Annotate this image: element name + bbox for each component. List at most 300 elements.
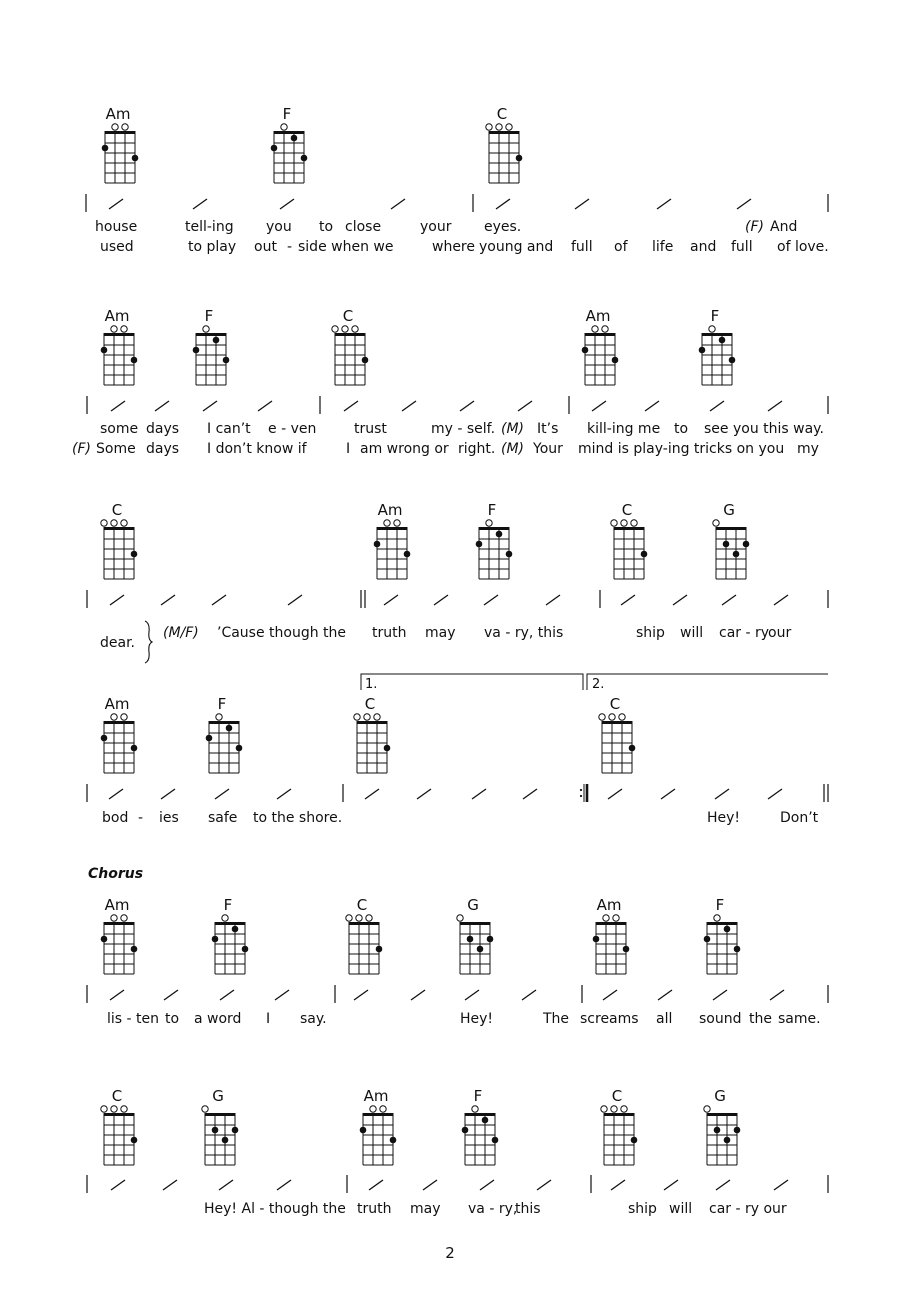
finger-dot: [623, 946, 630, 953]
chord-grid: [461, 1103, 501, 1171]
strum-slash: [280, 199, 294, 209]
chord-grid: [712, 517, 752, 585]
lyric-word: my - self.: [431, 421, 496, 437]
chord-name: F: [715, 896, 725, 914]
lyric-word: where: [432, 239, 475, 255]
lyric-word: to: [674, 421, 689, 437]
finger-dot: [719, 337, 726, 344]
finger-dot: [714, 1127, 721, 1134]
strum-slash: [219, 1180, 233, 1190]
nut: [602, 721, 633, 724]
finger-dot: [723, 541, 730, 548]
strum-slash: [522, 990, 536, 1000]
open-string-marker: [346, 915, 352, 921]
strum-slash: [710, 401, 724, 411]
finger-dot: [102, 145, 109, 152]
lyric-word: Hey!: [707, 810, 741, 826]
chord-name: Am: [363, 1087, 389, 1105]
chord-name: G: [212, 1087, 224, 1105]
lyric-word: safe: [208, 810, 238, 826]
open-string-marker: [506, 124, 512, 130]
open-string-marker: [354, 714, 360, 720]
lyric-word: kill-ing me: [587, 421, 661, 437]
chord-grid: [100, 1103, 140, 1171]
chord-grid: [475, 517, 515, 585]
strum-slash: [611, 1180, 625, 1190]
repeat-dot: [580, 789, 582, 791]
finger-dot: [131, 1137, 138, 1144]
chord-name: C: [342, 307, 354, 325]
section-title-chorus: Chorus: [88, 866, 144, 882]
finger-dot: [487, 936, 494, 943]
lyric-word: our: [768, 625, 792, 641]
strum-slash: [344, 401, 358, 411]
open-string-marker: [281, 124, 287, 130]
strum-slash: [155, 401, 169, 411]
open-string-marker: [111, 326, 117, 332]
open-string-marker: [203, 326, 209, 332]
finger-dot: [132, 155, 139, 162]
nut: [479, 527, 510, 530]
volta-first-ending: 1.: [365, 677, 378, 692]
chord-grid: [201, 1103, 241, 1171]
nut: [196, 333, 227, 336]
open-string-marker: [621, 1106, 627, 1112]
volta-bracket-2: [587, 674, 828, 690]
open-string-marker: [384, 520, 390, 526]
lyric-word: you: [266, 219, 292, 235]
lyric-word: am wrong or: [360, 441, 449, 457]
strum-slash: [417, 789, 431, 799]
strum-slash: [673, 595, 687, 605]
chord-grid: [373, 517, 413, 585]
finger-dot: [612, 357, 619, 364]
finger-dot: [222, 1137, 229, 1144]
lyric-word: Your: [533, 441, 563, 457]
nut: [104, 1113, 135, 1116]
open-string-marker: [486, 520, 492, 526]
finger-dot: [724, 1137, 731, 1144]
lyric-word: to the shore.: [253, 810, 343, 826]
strum-slash: [722, 595, 736, 605]
lyric-word: ship: [628, 1201, 657, 1217]
lyric-word: car - ry: [719, 625, 770, 641]
lyric-word: side when we: [298, 239, 394, 255]
finger-dot: [213, 337, 220, 344]
volta-second-ending: 2.: [592, 677, 605, 692]
nut: [215, 922, 246, 925]
chord-name: C: [611, 1087, 623, 1105]
page-number: 2: [445, 1244, 455, 1262]
nut: [274, 131, 305, 134]
strum-slash: [277, 1180, 291, 1190]
chord-grid: [211, 912, 251, 980]
chord-grid: [598, 711, 638, 779]
strum-slash: [384, 595, 398, 605]
chord-name: F: [487, 501, 497, 519]
lyric-word: I: [346, 441, 351, 457]
strum-slash: [111, 401, 125, 411]
lyric-word: Don’t: [780, 810, 819, 826]
vocalist-marker: (M): [501, 441, 525, 457]
chord-name: G: [714, 1087, 726, 1105]
chord-grid: [270, 121, 310, 189]
chord-grid: [456, 912, 496, 980]
open-string-marker: [352, 326, 358, 332]
nut: [614, 527, 645, 530]
lyric-word: I: [266, 1011, 271, 1027]
lyric-word: ies: [159, 810, 179, 826]
lyric-word: will: [680, 625, 704, 641]
lyric-word: days: [146, 441, 180, 457]
finger-dot: [477, 946, 484, 953]
finger-dot: [271, 145, 278, 152]
lyric-word: bod: [102, 810, 129, 826]
strum-slash: [768, 401, 782, 411]
chord-name: F: [282, 105, 292, 123]
open-string-marker: [111, 1106, 117, 1112]
chord-name: Am: [104, 695, 130, 713]
strum-slash: [603, 990, 617, 1000]
open-string-marker: [472, 1106, 478, 1112]
finger-dot: [212, 1127, 219, 1134]
strum-slash: [288, 595, 302, 605]
chord-grid: [345, 912, 385, 980]
lyric-word: full: [731, 239, 753, 255]
lyric-word: Hey!: [460, 1011, 494, 1027]
strum-slash: [737, 199, 751, 209]
nut: [363, 1113, 394, 1116]
lyric-word: may: [410, 1201, 441, 1217]
lyric-word: life: [652, 239, 674, 255]
vocalist-marker: (M): [501, 421, 525, 437]
nut: [604, 1113, 635, 1116]
lyric-word: will: [669, 1201, 693, 1217]
chord-name: C: [356, 896, 368, 914]
strum-slash: [715, 789, 729, 799]
strum-slash: [365, 789, 379, 799]
strum-slash: [774, 1180, 788, 1190]
lyric-word: The: [543, 1011, 570, 1027]
finger-dot: [641, 551, 648, 558]
strum-slash: [109, 199, 123, 209]
open-string-marker: [370, 1106, 376, 1112]
finger-dot: [496, 531, 503, 538]
strum-slash: [657, 199, 671, 209]
strum-slash: [575, 199, 589, 209]
strum-slash: [621, 595, 635, 605]
lyric-word: out: [254, 239, 277, 255]
nut: [377, 527, 408, 530]
finger-dot: [704, 936, 711, 943]
chord-name: F: [710, 307, 720, 325]
finger-dot: [492, 1137, 499, 1144]
finger-dot: [384, 745, 391, 752]
finger-dot: [374, 541, 381, 548]
finger-dot: [212, 936, 219, 943]
open-string-marker: [496, 124, 502, 130]
vocalist-marker: (M/F): [163, 625, 199, 641]
strum-slash: [220, 990, 234, 1000]
lyric-word: right.: [458, 441, 496, 457]
open-string-marker: [713, 520, 719, 526]
lyric-word: va - ry, this: [484, 625, 564, 641]
chord-name: C: [496, 105, 508, 123]
finger-dot: [582, 347, 589, 354]
lyric-word: my: [797, 441, 819, 457]
finger-dot: [360, 1127, 367, 1134]
strum-slash: [111, 1180, 125, 1190]
chord-grid: [592, 912, 632, 980]
strum-slash: [434, 595, 448, 605]
finger-dot: [101, 735, 108, 742]
strum-slash: [354, 990, 368, 1000]
lyric-word: a word: [194, 1011, 242, 1027]
chord-name: Am: [585, 307, 611, 325]
chord-name: Am: [105, 105, 131, 123]
chord-name: C: [609, 695, 621, 713]
nut: [585, 333, 616, 336]
open-string-marker: [121, 326, 127, 332]
finger-dot: [226, 725, 233, 732]
open-string-marker: [364, 714, 370, 720]
open-string-marker: [342, 326, 348, 332]
lyric-word: I can’t: [207, 421, 251, 437]
nut: [104, 721, 135, 724]
lyric-word: I don’t know if: [207, 441, 307, 457]
lyric-word: lis - ten: [107, 1011, 160, 1027]
lyric-word: Some: [96, 441, 136, 457]
strum-slash: [193, 199, 207, 209]
lyric-word: say.: [300, 1011, 327, 1027]
lyric-word: all: [656, 1011, 673, 1027]
lyric-word: mind is play-ing tricks on you: [578, 441, 785, 457]
strum-slash: [592, 401, 606, 411]
nut: [105, 131, 136, 134]
finger-dot: [729, 357, 736, 364]
brace: [145, 621, 152, 663]
open-string-marker: [111, 915, 117, 921]
finger-dot: [462, 1127, 469, 1134]
open-string-marker: [457, 915, 463, 921]
lyric-word: full: [571, 239, 593, 255]
lyric-word: close: [345, 219, 382, 235]
finger-dot: [101, 347, 108, 354]
chord-grid: [100, 323, 140, 391]
lyric-word: of love.: [777, 239, 829, 255]
chord-grid: [100, 711, 140, 779]
lyric-word: -: [138, 810, 144, 826]
chord-name: G: [467, 896, 479, 914]
nut: [460, 922, 491, 925]
nut: [104, 922, 135, 925]
strum-slash: [645, 401, 659, 411]
lyric-word: see you this way.: [704, 421, 824, 437]
strum-slash: [484, 595, 498, 605]
vocalist-marker: (F): [72, 441, 91, 457]
strum-slash: [215, 789, 229, 799]
finger-dot: [232, 926, 239, 933]
strum-slash: [110, 990, 124, 1000]
lyric-word: to: [319, 219, 334, 235]
nut: [205, 1113, 236, 1116]
strum-slash: [472, 789, 486, 799]
finger-dot: [131, 745, 138, 752]
lyric-word: house: [95, 219, 138, 235]
lyric-word: -: [287, 239, 293, 255]
open-string-marker: [394, 520, 400, 526]
open-string-marker: [222, 915, 228, 921]
lyric-word: ’Cause though the: [217, 625, 347, 641]
open-string-marker: [714, 915, 720, 921]
lyric-word: ship: [636, 625, 665, 641]
strum-slash: [369, 1180, 383, 1190]
finger-dot: [404, 551, 411, 558]
finger-dot: [101, 936, 108, 943]
chord-name: C: [111, 1087, 123, 1105]
finger-dot: [236, 745, 243, 752]
open-string-marker: [112, 124, 118, 130]
strum-slash: [164, 990, 178, 1000]
lyric-word: screams: [580, 1011, 639, 1027]
chord-grid: [610, 517, 650, 585]
open-string-marker: [202, 1106, 208, 1112]
strum-slash: [277, 789, 291, 799]
lyric-word: young and: [479, 239, 554, 255]
lyric-word: same.: [778, 1011, 821, 1027]
open-string-marker: [709, 326, 715, 332]
open-string-marker: [111, 714, 117, 720]
lyric-word: this: [515, 1201, 541, 1217]
strum-slash: [163, 1180, 177, 1190]
lyric-word: e - ven: [268, 421, 317, 437]
finger-dot: [482, 1117, 489, 1124]
strum-slash: [109, 789, 123, 799]
chord-grid: [353, 711, 393, 779]
lyric-word: car - ry our: [709, 1201, 787, 1217]
lyric-word: to: [165, 1011, 180, 1027]
lyric-word: va - ry,: [468, 1201, 518, 1217]
chord-grid: [101, 121, 141, 189]
finger-dot: [206, 735, 213, 742]
strum-slash: [110, 595, 124, 605]
finger-dot: [131, 946, 138, 953]
open-string-marker: [601, 1106, 607, 1112]
strum-slash: [402, 401, 416, 411]
nut: [702, 333, 733, 336]
finger-dot: [291, 135, 298, 142]
finger-dot: [390, 1137, 397, 1144]
finger-dot: [631, 1137, 638, 1144]
strum-slash: [546, 595, 560, 605]
finger-dot: [734, 946, 741, 953]
finger-dot: [223, 357, 230, 364]
open-string-marker: [602, 326, 608, 332]
lyric-word: tell-ing: [185, 219, 234, 235]
finger-dot: [516, 155, 523, 162]
finger-dot: [734, 1127, 741, 1134]
open-string-marker: [486, 124, 492, 130]
finger-dot: [699, 347, 706, 354]
open-string-marker: [611, 520, 617, 526]
finger-dot: [629, 745, 636, 752]
open-string-marker: [603, 915, 609, 921]
finger-dot: [301, 155, 308, 162]
open-string-marker: [216, 714, 222, 720]
nut: [104, 527, 135, 530]
strum-slash: [523, 789, 537, 799]
strum-slash: [161, 789, 175, 799]
strum-slash: [713, 990, 727, 1000]
open-string-marker: [111, 520, 117, 526]
open-string-marker: [619, 714, 625, 720]
nut: [465, 1113, 496, 1116]
lyric-word: to play: [188, 239, 237, 255]
finger-dot: [506, 551, 513, 558]
strum-slash: [664, 1180, 678, 1190]
finger-dot: [362, 357, 369, 364]
open-string-marker: [121, 1106, 127, 1112]
open-string-marker: [332, 326, 338, 332]
chord-grid: [100, 912, 140, 980]
strum-slash: [661, 789, 675, 799]
strum-slash: [275, 990, 289, 1000]
lyric-word: eyes.: [484, 219, 522, 235]
nut: [104, 333, 135, 336]
strum-slash: [768, 789, 782, 799]
chord-grid: [703, 912, 743, 980]
chord-name: Am: [377, 501, 403, 519]
finger-dot: [476, 541, 483, 548]
strum-slash: [423, 1180, 437, 1190]
chord-name: F: [473, 1087, 483, 1105]
open-string-marker: [121, 520, 127, 526]
strum-slash: [716, 1180, 730, 1190]
strum-slash: [212, 595, 226, 605]
finger-dot: [724, 926, 731, 933]
finger-dot: [232, 1127, 239, 1134]
open-string-marker: [631, 520, 637, 526]
chord-name: Am: [104, 307, 130, 325]
open-string-marker: [592, 326, 598, 332]
lyric-word: truth: [372, 625, 407, 641]
nut: [357, 721, 388, 724]
lyric-word: may: [425, 625, 456, 641]
lyric-word: and: [690, 239, 717, 255]
nut: [716, 527, 747, 530]
strum-slash: [496, 199, 510, 209]
chord-name: C: [621, 501, 633, 519]
strum-slash: [480, 1180, 494, 1190]
repeat-dot: [580, 795, 582, 797]
strum-slash: [460, 401, 474, 411]
lyric-word: your: [420, 219, 452, 235]
volta-bracket-1: [361, 674, 583, 690]
chord-name: C: [364, 695, 376, 713]
lyric-word: sound: [699, 1011, 742, 1027]
chord-grid: [100, 517, 140, 585]
chord-grid: [331, 323, 371, 391]
lyric-word: And: [770, 219, 798, 235]
finger-dot: [131, 357, 138, 364]
nut: [335, 333, 366, 336]
chord-grid: [581, 323, 621, 391]
chord-name: Am: [104, 896, 130, 914]
strum-slash: [258, 401, 272, 411]
lyric-word: days: [146, 421, 180, 437]
open-string-marker: [611, 1106, 617, 1112]
chord-grid: [703, 1103, 743, 1171]
